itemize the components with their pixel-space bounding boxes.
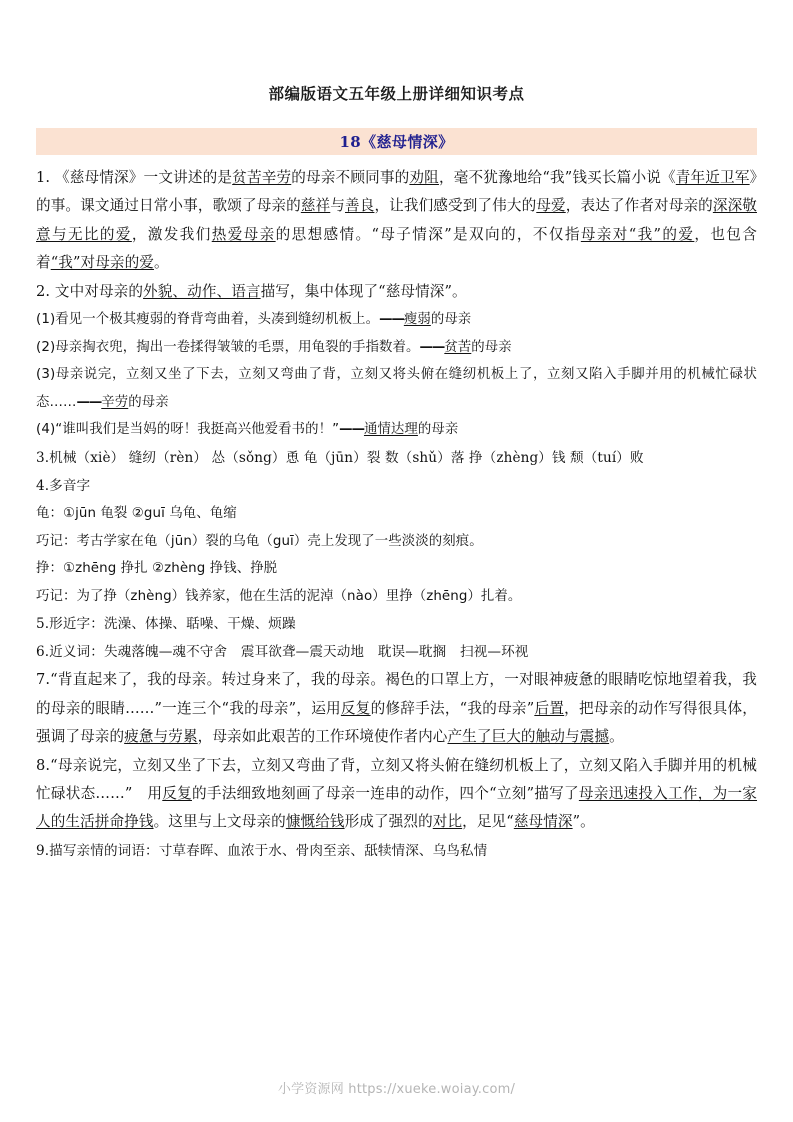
item-5-text: 形近字：洗澡、体操、聒噪、干燥、烦躁	[49, 616, 296, 633]
item-2-underline-1: 外貌、动作、语言	[143, 282, 261, 300]
item-1-text-3: ，毫不犹豫地给“我”钱买长篇小说《	[438, 169, 676, 186]
knowledge-point-6	[36, 638, 757, 666]
item-8-underline-4: 对比	[432, 813, 463, 831]
knowledge-point-2-sub-2	[36, 334, 757, 362]
item-7-text-3: ，把母亲的动作写得很具体，强调了母亲的	[36, 699, 758, 746]
knowledge-point-8	[36, 752, 757, 837]
knowledge-point-2-sub-3	[36, 361, 757, 416]
knowledge-point-4-line-2: 巧记：考古学家在龟（jūn）裂的乌龟（guī）壳上发现了一些淡淡的刻痕。	[36, 533, 483, 549]
item-2-number: 2.	[36, 282, 51, 300]
item-9-number: 9.	[36, 842, 50, 859]
item-7-underline-3: 疲惫与劳累	[124, 728, 198, 746]
item-1-text-11: 。	[154, 254, 169, 272]
knowledge-point-4-line-3: 挣：①zhēng 挣扎 ②zhèng 挣钱、挣脱	[36, 561, 278, 577]
item-2-sub-3-text-1: 母亲说完，立刻又坐了下去，立刻又弯曲了背，立刻又将头俯在缝纫机板上了，立刻又陷入手脚并用的机械忙碌状态……	[36, 367, 757, 410]
item-8-underline-3: 慷慨给钱	[285, 813, 345, 831]
item-7-underline-2: 后置	[534, 699, 565, 717]
item-9-text: 描写亲情的词语：寸草春晖、血浓于水、骨肉至亲、舐犊情深、乌鸟私情	[49, 842, 488, 859]
item-2-sub-3-label: (3)	[36, 367, 56, 383]
section-banner	[36, 128, 757, 155]
item-2-sub-2-label: (2)	[36, 339, 56, 355]
item-1-underline-1: 贫苦辛劳	[232, 169, 292, 186]
item-2-sub-2-underline: 贫苦	[444, 339, 472, 355]
item-5-number: 5.	[36, 616, 50, 633]
item-1-underline-10: “我”对母亲的爱	[50, 254, 154, 272]
item-8-underline-2: 母亲迅速投入工作，为一家人的生活拼命挣钱	[36, 785, 758, 831]
watermark: 小学资源网 https://xueke.woiay.com/	[277, 1082, 516, 1097]
item-8-text-1: “母亲说完，立刻又坐了下去，立刻又弯曲了背，立刻又将头俯在缝纫机板上了，立刻又陷入手脚并用的机械忙碌状态……” 用	[36, 756, 757, 802]
item-1-text-2: 的母亲不顾同事的	[291, 169, 410, 186]
knowledge-point-5	[36, 610, 757, 638]
page-title: 部编版语文五年级上册详细知识考点	[268, 84, 525, 103]
knowledge-point-9	[36, 837, 757, 865]
item-2-sub-4-text-1: “谁叫我们是当妈的呀！我挺高兴他爱看书的！”	[55, 422, 340, 438]
item-2-sub-3-underline: 辛劳	[101, 394, 129, 410]
item-6-text: 近义词：失魂落魄—魂不守舍 震耳欲聋—震天动地 耽误—耽搁 扫视—环视	[49, 644, 529, 661]
item-3-number: 3.	[36, 450, 50, 466]
knowledge-point-1	[36, 164, 757, 278]
item-1-underline-8: 热爱母亲	[211, 225, 276, 243]
document-body	[36, 164, 757, 865]
item-2-sub-1-dash: ——	[379, 312, 404, 328]
item-8-underline-1: 反复	[162, 785, 192, 802]
item-1-text-5: 与	[330, 197, 345, 215]
knowledge-point-7	[36, 666, 757, 751]
item-7-text-4: ，母亲如此艰苦的工作环境使作者内心	[197, 728, 448, 746]
item-8-underline-5: 慈母情深	[513, 813, 573, 831]
item-3-text: 机械（xiè） 缝纫（rèn） 怂（sǒng）恿 龟（jūn）裂 数（shǔ）落 挣（zhèng）钱 颓（tuí）败	[49, 450, 644, 466]
knowledge-point-2-sub-4	[36, 416, 757, 444]
item-2-sub-3-dash: ——	[76, 394, 102, 410]
knowledge-point-4-line-1: 龟：①jūn 龟裂 ②guī 乌龟、龟缩	[36, 506, 237, 521]
item-7-text-5: 。	[609, 728, 624, 746]
item-2-sub-2-text-1: 母亲掏衣兜，掏出一卷揉得皱皱的毛票，用龟裂的手指数着。	[55, 339, 420, 355]
item-8-text-3: 。这里与上文母亲的	[153, 813, 286, 831]
knowledge-point-4-line-4: 巧记：为了挣（zhèng）钱养家，他在生活的泥淖（nào）里挣（zhēng）扎着。	[36, 588, 522, 604]
item-8-text-5: ，足见“	[462, 813, 514, 831]
item-1-text-7: ，表达了作者对母亲的	[565, 197, 713, 215]
item-2-sub-4-text-2: 的母亲	[417, 422, 459, 438]
item-1-text-9: 的思想感情。“母子情深”是双向的，不仅指	[275, 225, 581, 243]
item-1-underline-3: 青年近卫军	[675, 169, 750, 186]
item-8-text-4: 形成了强烈的	[344, 813, 433, 831]
item-4-number: 4.	[36, 478, 50, 494]
item-1-underline-2: 劝阻	[409, 169, 439, 186]
knowledge-point-3	[36, 444, 757, 472]
knowledge-point-2-sub-1	[36, 306, 757, 334]
item-2-sub-1-text-2: 的母亲	[430, 312, 472, 328]
item-7-text-2: 的修辞手法，“我的母亲”	[370, 699, 535, 717]
item-2-text-2: 描写，集中体现了“慈母情深”。	[260, 282, 467, 300]
item-2-sub-4-dash: ——	[339, 422, 364, 438]
item-8-text-6: ”。	[572, 813, 595, 831]
item-2-sub-2-dash: ——	[419, 339, 445, 355]
section-banner-label: 18《慈母情深》	[339, 133, 454, 151]
item-1-text-8: ，激发我们	[131, 225, 212, 243]
item-2-sub-3-text-2: 的母亲	[128, 394, 169, 410]
item-7-text-1: “背直起来了，我的母亲。转过身来了，我的母亲。褐色的口罩上方，一对眼神疲惫的眼睛吃惊地望着我，我的母亲的眼睛……”一连三个“我的母亲”，运用	[36, 671, 757, 717]
item-1-underline-5: 善良	[345, 197, 375, 215]
item-6-number: 6.	[36, 644, 50, 661]
item-2-sub-4-underline: 通情达理	[363, 422, 418, 438]
item-1-text-4: 》的事。课文通过日常小事，歌颂了母亲的	[36, 169, 757, 215]
knowledge-point-2	[36, 278, 757, 306]
item-8-text-2: 的手法细致地刻画了母亲一连串的动作，四个“立刻”描写了	[191, 785, 579, 802]
item-7-underline-1: 反复	[340, 699, 371, 717]
item-2-sub-1-underline: 瘦弱	[403, 312, 431, 328]
item-1-text-6: ，让我们感受到了伟大的	[374, 197, 537, 215]
knowledge-point-4-heading	[36, 472, 757, 500]
item-1-underline-4: 慈祥	[300, 197, 331, 215]
item-4-heading: 多音字	[49, 478, 91, 494]
item-1-underline-9: 母亲对“我”的爱	[580, 225, 695, 243]
item-1-text-1: 《慈母情深》一文讲述的是	[54, 169, 233, 186]
item-2-sub-2-text-2: 的母亲	[471, 339, 512, 355]
item-1-number: 1.	[36, 169, 51, 186]
item-7-underline-4: 产生了巨大的触动与震撼	[447, 728, 610, 746]
item-1-underline-6: 母爱	[536, 197, 566, 215]
item-7-number: 7.	[36, 671, 51, 689]
item-2-sub-4-label: (4)	[36, 422, 56, 438]
item-2-text-1: 文中对母亲的	[54, 282, 144, 300]
item-8-number: 8.	[36, 756, 51, 774]
item-2-sub-1-text-1: 看见一个极其瘦弱的脊背弯曲着，头凑到缝纫机板上。	[55, 312, 380, 328]
item-1-text-10: ，也包含着	[36, 225, 757, 272]
item-2-sub-1-label: (1)	[36, 312, 56, 328]
item-1-underline-7: 深深敬意与无比的爱	[36, 197, 757, 243]
